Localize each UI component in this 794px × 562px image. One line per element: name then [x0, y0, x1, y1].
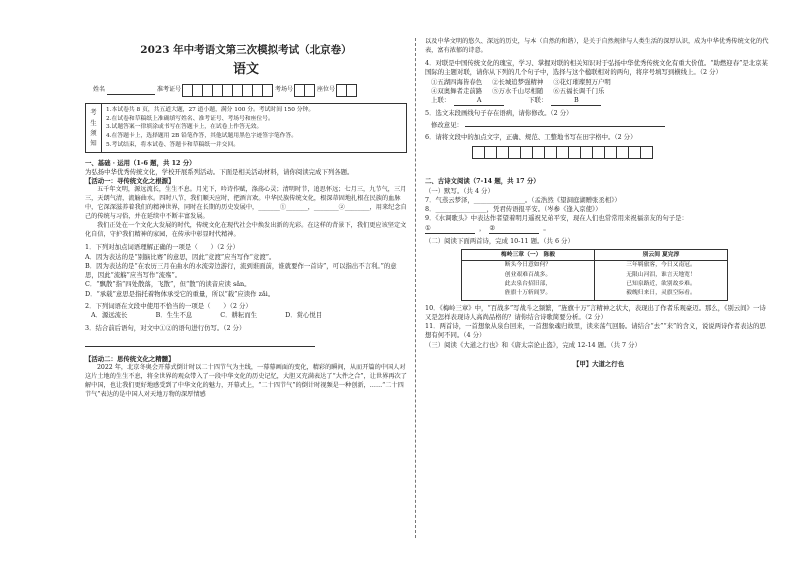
answer-blank-b[interactable]: B	[551, 96, 601, 106]
question-4-answer-row: 上联： A 下联： B	[431, 96, 772, 106]
question-5-answer: 修改意见：	[431, 119, 772, 130]
section-heading: 一、基础 · 运用（1-6 题，共 12 分）	[85, 158, 196, 167]
option-b: B．因为表达的是“在农历三月在曲水的水流旁边游行，流到谁面前，谁就要作一首诗”，可以指出不言利。”的意思，因此“流觞”应当写作“流殇”。	[85, 261, 397, 280]
option-c: C．耕耘而生	[220, 311, 258, 320]
name-label: 姓名	[93, 86, 106, 94]
question-9-answer: ① ， ② 。	[425, 224, 772, 234]
question-7: 7．气蒸云梦泽，________________。（孟浩然《望洞庭湖赠张丞相》）	[425, 195, 621, 204]
notice-item: 5.考试结束，将本试卷、答题卡和草稿纸一并交回。	[106, 141, 240, 148]
room-label: 考场号	[275, 86, 294, 94]
passage-paragraph: 我们正处在一个文化大发展的时代，传统文化在现代社会中焕发出新的光彩。在这样的背景下，我们更应该坚定文化自信，守护我们精神的家园，在传承中彰显时代精神。	[85, 222, 407, 239]
question-6: 6．请将文段中的加点文字，正确、规范、工整地书写在田字格中。（2 分）	[425, 132, 637, 141]
poem-1: 梅岭三章（一） 陈毅 断头今日意如何？ 创业艰难百战多。 此去泉台招旧部， 旌旗十万斩阎罗。	[462, 250, 595, 299]
name-field[interactable]	[107, 87, 155, 95]
poem-2: 别云间 夏完淳 三年羁旅客，今日又南冠。 无限山河泪，谁言天地宽！ 已知泉路近，欲别故乡难。 毅魄归来日，灵旗空际看。	[595, 250, 727, 299]
option-b: B．生生不息	[155, 311, 193, 320]
question-10: 10．《梅岭三章》中，“百战多”写战斗之频繁，“旌旗十万”言精神之状大，表现出了作者乐观豪迈。那么，《别云间》一诗又是怎样表现诗人高尚品格的？请你结合诗歌简要分析。（2 分）	[425, 303, 766, 321]
poem-title: 别云间 夏完淳	[595, 251, 727, 261]
answer-blank-a[interactable]: A	[454, 96, 504, 106]
writing-grid[interactable]	[473, 146, 772, 159]
activity-heading: 【活动二：思传统文化之精髓】	[85, 355, 175, 364]
subsection-heading: （三）阅读《大道之行也》和《唐太宗论止盗》，完成 12-14 题。（共 7 分）	[425, 340, 641, 349]
intro-text: 为弘扬中华优秀传统文化，学校开展系列活动。下面是相关活动材料，请你阅读完成下列各题。	[85, 167, 354, 176]
question-4: 4．对联是中国传统文化的瑰宝，学习、掌握对联的相关知识对于弘扬中华优秀传统文化有重大价值。“助燃迎春”是北京某国际的主题对联，请你从下列的几个句子中，选择与这个楹联相对的两句，将序号填写到横线上。（2 分）	[425, 58, 768, 77]
notice-item: 4.在答题卡上，选择题用 2B 铅笔作答，其他试题用黑色字迹签字笔作答。	[106, 133, 298, 140]
passage-paragraph: 五千年文明，源远流长，生生不息。月光下，吟诗作赋，涤荡心灵；清明时节，追思怀远；七月三，九节气，三月三，天朗气清，流觞曲水。四时八节，我们顺天应时，把酒言欢。中华民族传统文化，根深蒂固地扎根在民族的血脉中，它深深滋养着我们的精神世界，同时在长期的历史发展中，_______①_______，________②________，用来纪念自己的传统与习俗，并在延续中不断丰富发展。	[85, 186, 407, 221]
seat-label: 座位号	[317, 86, 336, 94]
option-a: A．因为表达的是“别脑比赛”的意思，因此“竞渡”应当写作“竞渡”。	[85, 252, 276, 261]
option-d: D．赏心悦目	[285, 311, 323, 320]
right-column	[425, 38, 772, 369]
column-divider	[415, 38, 416, 538]
exam-number-boxes[interactable]	[183, 84, 273, 97]
left-column	[85, 38, 407, 400]
notice-label: 考 生 须 知	[86, 104, 102, 151]
notice-item: 3.试题答案一律填涂或书写在答题卡上，在试卷上作答无效。	[106, 124, 263, 131]
exam-number-label: 准考证号	[157, 86, 182, 94]
question-11: 11．两首诗，一首想象从泉台回来，一首想象魂归故里，读来荡气回肠。请结合“去”“来”的含义，说说两诗作者表达的思想有何不同。（4 分）	[425, 322, 766, 340]
candidate-notice	[85, 103, 407, 152]
candidate-info-row	[93, 84, 407, 97]
question-8: 8．________________，凭君传语报平安。（岑参《逢入京使》）	[425, 205, 602, 214]
answer-line[interactable]	[85, 339, 315, 347]
question-1: 1．下列对加点词语理解正确的一项是（ ）（2 分）	[85, 243, 239, 252]
notice-item: 2.在试卷和草稿纸上准确填写姓名、准考证号、考场号和座位号。	[106, 115, 274, 122]
subject-title: 语文	[232, 62, 259, 78]
question-2: 2．下列词语在文段中使用不恰当的一项是（ ）（2 分）	[85, 301, 252, 310]
poem-title: 梅岭三章（一） 陈毅	[462, 251, 594, 261]
question-2-options	[91, 311, 407, 320]
question-5: 5．选文末段画线句子存在语病，请你修改。（2 分）	[425, 109, 573, 118]
exam-title: 2023 年中考语文第三次模拟考试（北京卷）	[140, 44, 352, 56]
notice-item: 1.本试卷共 8 页，共五道大题，27 道小题，满分 100 分。考试时间 150 分钟。	[106, 107, 315, 114]
answer-line[interactable]	[465, 119, 665, 127]
option-d: D．“承载”意思是指托着物体承受它的重量，所以“载”应读作 zǎi。	[85, 289, 275, 298]
section-heading: 二、古诗文阅读（7-14 题，共 17 分）	[425, 177, 540, 186]
subsection-heading: （一）默写。（共 4 分）	[425, 186, 494, 195]
option-c: C．“飘散”指“四处散落，飞散”，但“散”的读音应读 sǎn。	[85, 280, 251, 289]
passage-paragraph: 2022 年，北京冬奥会开幕式倒计时以二十四节气为主线，一幕幕画面的变化，精彩的瞬间，从而开篇的中国人对这片土地的生生不息，将全世界的观众带入了一段中华文化的历史记忆，大胆又充满表达了“大件之合”，让世界再次了解中国，也让我们更好地感受到了中华文化的魅力，开幕式上，“二十四节气”的倒计时视频是一种创新，……“二十四节气”表达的是中国人对天地万物的深厚情感	[85, 364, 407, 399]
passage-continuation: 以及中华文明的悠久、深远的历史，与本（自然的和谐），是关于自然规律与人类生活的深厚认识，成为中华优秀传统文化的代表，富有浓郁的诗意。	[425, 38, 769, 54]
poem-table	[461, 249, 728, 300]
subsection-heading: （二）阅读下面两首诗，完成 10-11 题。（共 6 分）	[425, 236, 574, 245]
question-9: 9．《水调歌头》中表达作者望着明月遥祝兄弟平安，现在人们也常常用来祝福亲友的句子是：	[425, 214, 688, 223]
question-4-options-row2: ④双奥舞者走前路 ⑤万水千山尽相随 ⑥五福长调千门乐	[431, 86, 605, 95]
question-3: 3．结合前后语句，对文中①②的语句进行仿写。（2 分）	[85, 323, 246, 332]
activity-heading: 【活动一：寻传统文化之根源】	[85, 177, 175, 186]
seat-boxes[interactable]	[337, 84, 357, 97]
passage-title: 【甲】大道之行也	[572, 359, 625, 368]
room-boxes[interactable]	[295, 84, 315, 97]
option-a: A．源远流长	[91, 311, 128, 320]
notice-items	[102, 104, 318, 151]
question-4-options-row1: ①五湖四海皆春色 ②长城追梦强精神 ③花灯璀璨照万户明	[431, 77, 611, 86]
